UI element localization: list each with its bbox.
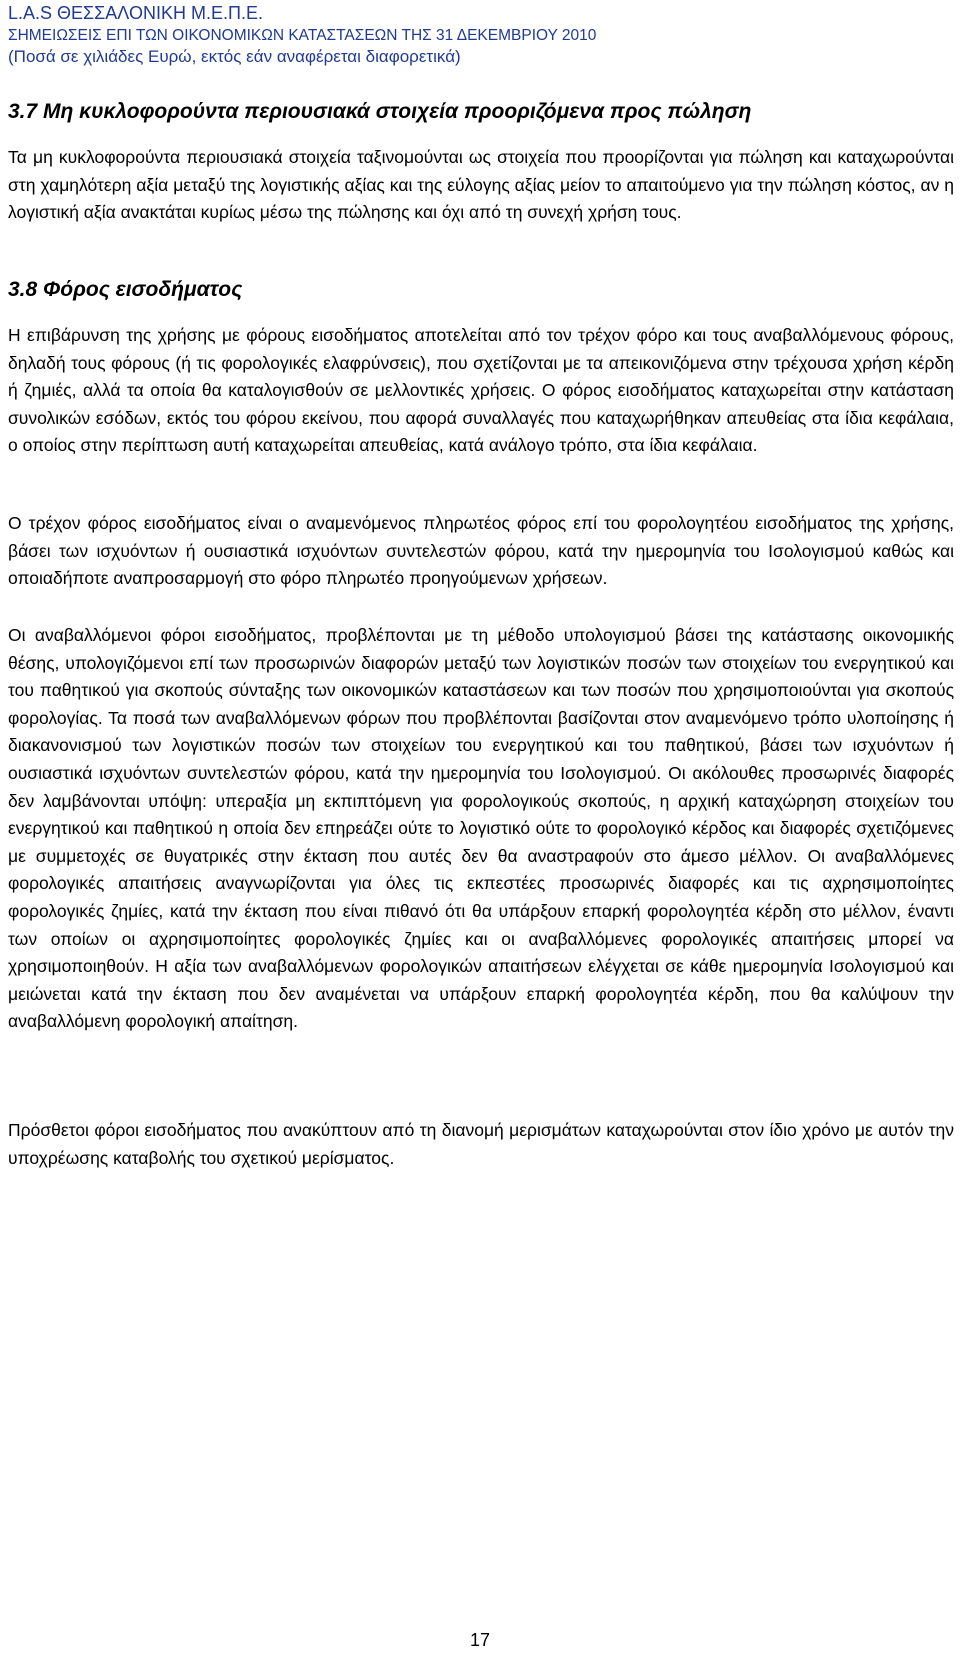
paragraph: Ο τρέχον φόρος εισοδήματος είναι ο αναμενόμενος πληρωτέος φόρος επί του φορολογητέου εισοδήματος της χρήσης, βάσει των ισχυόντων ή ουσιαστικά ισχυόντων συντελεστών φόρου, κατά την ημερομηνία του Ισολογισμού καθώς και οποιαδήποτε αναπροσαρμογή στο φόρο πληρωτέο προηγούμενων χρήσεων. — [8, 513, 954, 589]
section-title-3-7: 3.7 Μη κυκλοφορούντα περιουσιακά στοιχεία προοριζόμενα προς πώληση — [8, 100, 752, 123]
paragraph: Τα μη κυκλοφορούντα περιουσιακά στοιχεία ταξινομούνται ως στοιχεία που προορίζονται για πώληση και καταχωρούνται στη χαμηλότερη αξία μεταξύ της λογιστικής αξίας και της εύλογης αξίας μείον το απαιτούμενο για την πώληση κόστος, αν η λογιστική αξία ανακτάται κυρίως μέσω της πώλησης και όχι από τη συνεχή χρήση τους. — [8, 147, 954, 223]
document-subtitle: ΣΗΜΕΙΩΣΕΙΣ ΕΠΙ ΤΩΝ ΟΙΚΟΝΟΜΙΚΩΝ ΚΑΤΑΣΤΑΣΕΩΝ ΤΗΣ 31 ΔΕΚΕΜΒΡΙΟΥ 2010 — [8, 27, 597, 44]
section-title-3-8: 3.8 Φόρος εισοδήματος — [8, 278, 243, 301]
page-number: 17 — [469, 1630, 491, 1650]
paragraph: Οι αναβαλλόμενοι φόροι εισοδήματος, προβλέπονται με τη μέθοδο υπολογισμού βάσει της κατάστασης οικονομικής θέσης, υπολογιζόμενοι επί των προσωρινών διαφορών μεταξύ των λογιστικών ποσών των στοιχείων του ενεργητικού και του παθητικού για σκοπούς σύνταξης των οικονομικών καταστάσεων και των ποσών που χρησιμοποιούνται για σκοπούς φορολογίας. Τα ποσά των αναβαλλόμενων φόρων που προβλέπονται βασίζονται στον αναμενόμενο τρόπο υλοποίησης ή διακανονισμού των λογιστικών ποσών των στοιχείων του ενεργητικού και του παθητικού, βάσει των ισχυόντων ή ουσιαστικά ισχυόντων συντελεστών φόρου, κατά την ημερομηνία του Ισολογισμού. Οι ακόλουθες προσωρινές διαφορές δεν λαμβάνονται υπόψη: υπεραξία μη εκπιπτόμενη για φορολογικούς σκοπούς, η αρχική καταχώρηση στοιχείων του ενεργητικού και παθητικού η οποία δεν επηρεάζει ούτε το λογιστικό ούτε το φορολογικό κέρδος και διαφορές σχετιζόμενες με συμμετοχές σε θυγατρικές στην έκταση που αυτές δεν θα αναστραφούν στο άμεσο μέλλον. Οι αναβαλλόμενες φορολογικές απαιτήσεις αναγνωρίζονται για όλες τις εκπεστέες προσωρινές διαφορές και τις αχρησιμοποίητες φορολογικές ζημίες, κατά την έκταση που είναι πιθανό ότι θα υπάρξουν επαρκή φορολογητέα κέρδη στο μέλλον, έναντι των οποίων οι αχρησιμοποίητες φορολογικές ζημίες και οι αναβαλλόμενες φορολογικές απαιτήσεις μπορεί να χρησιμοποιηθούν. Η αξία των αναβαλλόμενων φορολογικών απαιτήσεων ελέγχεται σε κάθε ημερομηνία Ισολογισμού και μειώνεται κατά την έκταση που δεν αναμένεται να υπάρξουν επαρκή φορολογητέα κέρδη, που θα καλύψουν την αναβαλλόμενη φορολογική απαίτηση. — [8, 625, 954, 1032]
paragraph: Η επιβάρυνση της χρήσης με φόρους εισοδήματος αποτελείται από τον τρέχον φόρο και τους αναβαλλόμενους φόρους, δηλαδή τους φόρους (ή τις φορολογικές ελαφρύνσεις), που σχετίζονται με τα απεικονιζόμενα στην τρέχουσα χρήση κέρδη ή ζημιές, αλλά τα οποία θα καταλογισθούν σε μελλοντικές χρήσεις. Ο φόρος εισοδήματος καταχωρείται στην κατάσταση συνολικών εσόδων, εκτός του φόρου εκείνου, που αφορά συναλλαγές που καταχωρήθηκαν απευθείας στα ίδια κεφάλαια, ο οποίος στην περίπτωση αυτή καταχωρείται απευθείας, κατά ανάλογο τρόπο, στα ίδια κεφάλαια. — [8, 325, 954, 456]
paragraph: Πρόσθετοι φόροι εισοδήματος που ανακύπτουν από τη διανομή μερισμάτων καταχωρούνται στον ίδιο χρόνο με αυτόν την υποχρέωσης καταβολής του σχετικού μερίσματος. — [8, 1120, 954, 1168]
company-name: L.A.S ΘΕΣΣΑΛΟΝΙΚΗ Μ.Ε.Π.Ε. — [8, 3, 263, 23]
amounts-note: (Ποσά σε χιλιάδες Ευρώ, εκτός εάν αναφέρεται διαφορετικά) — [8, 47, 461, 66]
